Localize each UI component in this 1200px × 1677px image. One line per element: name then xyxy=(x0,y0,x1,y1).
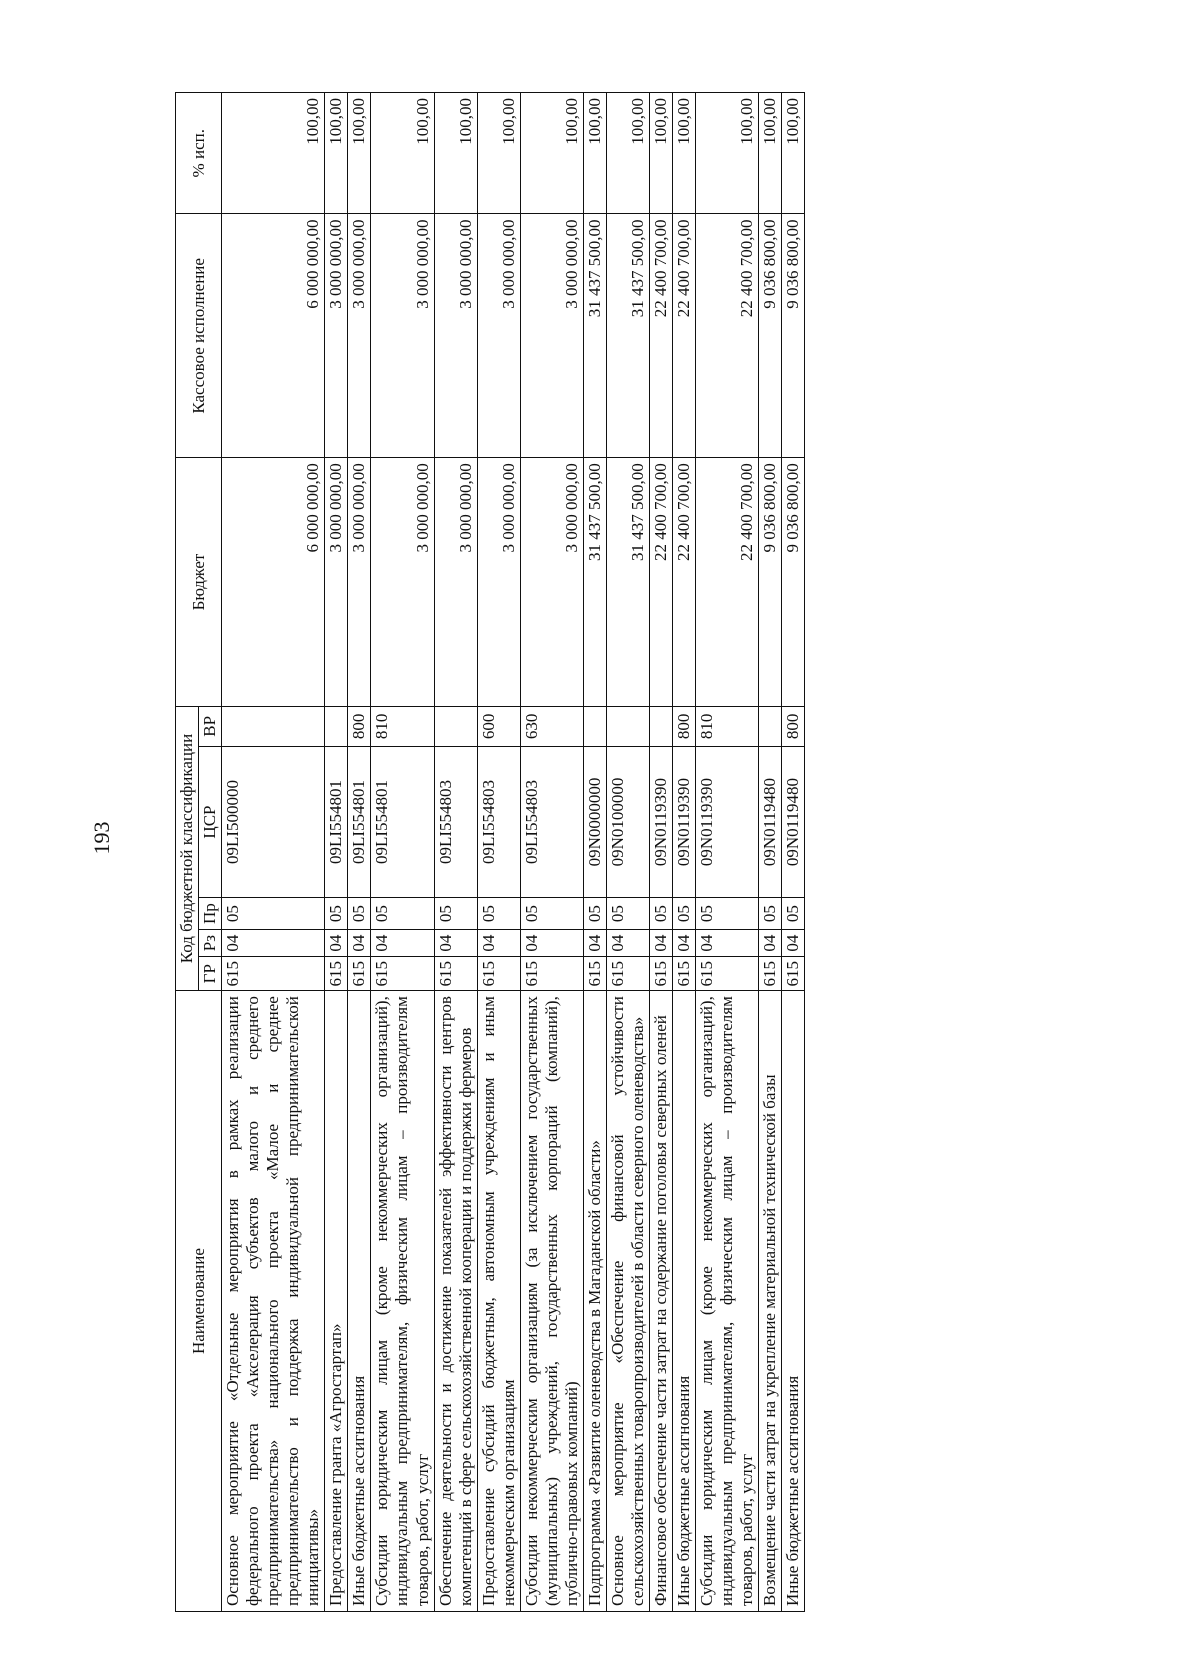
row-budget: 3 000 000,00 xyxy=(434,458,477,707)
row-pct: 100,00 xyxy=(348,93,371,214)
row-csr: 09LI554801 xyxy=(348,746,371,897)
row-pct: 100,00 xyxy=(696,93,759,214)
row-csr: 09LI554803 xyxy=(477,746,520,897)
row-budget: 3 000 000,00 xyxy=(520,458,583,707)
row-cash: 3 000 000,00 xyxy=(434,214,477,458)
row-vr: 630 xyxy=(520,706,583,746)
row-pr: 05 xyxy=(782,898,805,930)
row-gr: 615 xyxy=(583,957,606,991)
row-pct: 100,00 xyxy=(371,93,434,214)
row-rz: 04 xyxy=(696,930,759,957)
row-name: Основное мероприятие «Отдельные мероприятия в рамках реализации федерального проекта «Акселерация субъектов малого и среднего предпринимательства» национального проекта «Малое и среднее предпринимательство и поддержка индивидуальной предпринимательской инициативы» xyxy=(222,991,325,1612)
budget-table xyxy=(175,92,805,1612)
row-cash: 3 000 000,00 xyxy=(371,214,434,458)
row-pr: 05 xyxy=(673,898,696,930)
row-csr: 09LI500000 xyxy=(222,746,325,897)
row-name: Финансовое обеспечение части затрат на содержание поголовья северных оленей xyxy=(650,991,673,1612)
table-body xyxy=(222,93,805,1612)
row-name: Субсидии юридическим лицам (кроме некоммерческих организаций), индивидуальным предпринимателям, физическим лицам – производителям товаров, работ, услуг xyxy=(696,991,759,1612)
table-row xyxy=(782,93,805,1612)
row-rz: 04 xyxy=(222,930,325,957)
row-gr: 615 xyxy=(520,957,583,991)
table-row xyxy=(696,93,759,1612)
row-vr: 800 xyxy=(782,706,805,746)
row-budget: 3 000 000,00 xyxy=(348,458,371,707)
row-rz: 04 xyxy=(348,930,371,957)
row-csr: 09N0119480 xyxy=(759,746,782,897)
row-gr: 615 xyxy=(477,957,520,991)
header-gr: ГР xyxy=(199,957,222,991)
row-pct: 100,00 xyxy=(222,93,325,214)
table-header xyxy=(176,93,222,1612)
row-name: Иные бюджетные ассигнования xyxy=(673,991,696,1612)
row-pr: 05 xyxy=(222,898,325,930)
row-budget: 3 000 000,00 xyxy=(477,458,520,707)
header-cash: Кассовое исполнение xyxy=(176,214,222,458)
row-budget: 22 400 700,00 xyxy=(650,458,673,707)
row-name: Предоставление субсидий бюджетным, автономным учреждениям и иным некоммерческим организациям xyxy=(477,991,520,1612)
table-row xyxy=(434,93,477,1612)
row-pr: 05 xyxy=(520,898,583,930)
row-rz: 04 xyxy=(782,930,805,957)
row-vr xyxy=(583,706,606,746)
header-name: Наименование xyxy=(176,991,222,1612)
row-rz: 04 xyxy=(650,930,673,957)
row-pr: 05 xyxy=(477,898,520,930)
header-vr: ВР xyxy=(199,706,222,746)
row-vr xyxy=(650,706,673,746)
row-gr: 615 xyxy=(650,957,673,991)
row-pr: 05 xyxy=(650,898,673,930)
row-cash: 9 036 800,00 xyxy=(782,214,805,458)
row-cash: 3 000 000,00 xyxy=(477,214,520,458)
row-name: Подпрограмма «Развитие оленеводства в Магаданской области» xyxy=(583,991,606,1612)
row-cash: 22 400 700,00 xyxy=(673,214,696,458)
row-pr: 05 xyxy=(759,898,782,930)
row-pct: 100,00 xyxy=(606,93,649,214)
page-number: 193 xyxy=(89,821,114,855)
row-gr: 615 xyxy=(222,957,325,991)
row-gr: 615 xyxy=(759,957,782,991)
table-row xyxy=(371,93,434,1612)
row-vr: 810 xyxy=(696,706,759,746)
row-csr: 09N0100000 xyxy=(606,746,649,897)
row-budget: 22 400 700,00 xyxy=(696,458,759,707)
table-row xyxy=(673,93,696,1612)
header-code-group: Код бюджетной классификации xyxy=(176,706,199,990)
row-cash: 3 000 000,00 xyxy=(348,214,371,458)
row-gr: 615 xyxy=(673,957,696,991)
row-cash: 31 437 500,00 xyxy=(606,214,649,458)
row-pct: 100,00 xyxy=(782,93,805,214)
header-pct: % исп. xyxy=(176,93,222,214)
row-vr: 800 xyxy=(673,706,696,746)
header-budget: Бюджет xyxy=(176,458,222,707)
row-name: Основное мероприятие «Обеспечение финансовой устойчивости сельскохозяйственных товаропроизводителей в области северного оленеводства» xyxy=(606,991,649,1612)
row-name: Обеспечение деятельности и достижение показателей эффективности центров компетенций в сфере сельскохозяйственной кооперации и поддержки фермеров xyxy=(434,991,477,1612)
row-pr: 05 xyxy=(325,898,348,930)
row-gr: 615 xyxy=(434,957,477,991)
table-row xyxy=(477,93,520,1612)
row-name: Иные бюджетные ассигнования xyxy=(782,991,805,1612)
row-gr: 615 xyxy=(606,957,649,991)
row-rz: 04 xyxy=(759,930,782,957)
table-row xyxy=(759,93,782,1612)
row-gr: 615 xyxy=(348,957,371,991)
row-pct: 100,00 xyxy=(673,93,696,214)
row-cash: 3 000 000,00 xyxy=(520,214,583,458)
row-pr: 05 xyxy=(696,898,759,930)
row-vr xyxy=(325,706,348,746)
row-gr: 615 xyxy=(371,957,434,991)
row-pct: 100,00 xyxy=(583,93,606,214)
row-pr: 05 xyxy=(371,898,434,930)
row-gr: 615 xyxy=(696,957,759,991)
row-budget: 22 400 700,00 xyxy=(673,458,696,707)
table-row xyxy=(650,93,673,1612)
row-csr: 09N0119480 xyxy=(782,746,805,897)
row-budget: 3 000 000,00 xyxy=(371,458,434,707)
row-gr: 615 xyxy=(325,957,348,991)
row-gr: 615 xyxy=(782,957,805,991)
header-rz: Рз xyxy=(199,930,222,957)
row-cash: 9 036 800,00 xyxy=(759,214,782,458)
row-cash: 6 000 000,00 xyxy=(222,214,325,458)
table-row xyxy=(325,93,348,1612)
row-pr: 05 xyxy=(434,898,477,930)
row-name: Предоставление гранта «Агростартап» xyxy=(325,991,348,1612)
row-budget: 6 000 000,00 xyxy=(222,458,325,707)
row-pr: 05 xyxy=(348,898,371,930)
row-vr: 800 xyxy=(348,706,371,746)
row-csr: 09N0119390 xyxy=(673,746,696,897)
row-budget: 31 437 500,00 xyxy=(583,458,606,707)
row-vr xyxy=(606,706,649,746)
row-name: Субсидии юридическим лицам (кроме некоммерческих организаций), индивидуальным предпринимателям, физическим лицам – производителям товаров, работ, услуг xyxy=(371,991,434,1612)
table-row xyxy=(520,93,583,1612)
row-name: Субсидии некоммерческим организациям (за исключением государственных (муниципальных) учреждений, государственных корпораций (компаний), публично-правовых компаний) xyxy=(520,991,583,1612)
rotated-table-frame xyxy=(175,92,1175,1612)
row-pct: 100,00 xyxy=(520,93,583,214)
row-csr: 09LI554803 xyxy=(434,746,477,897)
header-pr: Пр xyxy=(199,898,222,930)
row-pr: 05 xyxy=(583,898,606,930)
row-csr: 09N0000000 xyxy=(583,746,606,897)
row-budget: 9 036 800,00 xyxy=(782,458,805,707)
row-rz: 04 xyxy=(583,930,606,957)
row-csr: 09LI554801 xyxy=(371,746,434,897)
row-cash: 22 400 700,00 xyxy=(650,214,673,458)
row-cash: 3 000 000,00 xyxy=(325,214,348,458)
row-rz: 04 xyxy=(673,930,696,957)
row-pr: 05 xyxy=(606,898,649,930)
row-rz: 04 xyxy=(371,930,434,957)
row-rz: 04 xyxy=(520,930,583,957)
header-csr: ЦСР xyxy=(199,746,222,897)
row-csr: 09LI554803 xyxy=(520,746,583,897)
table-row xyxy=(222,93,325,1612)
row-rz: 04 xyxy=(325,930,348,957)
row-vr: 810 xyxy=(371,706,434,746)
table-row xyxy=(583,93,606,1612)
table-row xyxy=(348,93,371,1612)
row-vr: 600 xyxy=(477,706,520,746)
row-name: Возмещение части затрат на укрепление материальной технической базы xyxy=(759,991,782,1612)
table-row xyxy=(606,93,649,1612)
row-csr: 09LI554801 xyxy=(325,746,348,897)
row-budget: 3 000 000,00 xyxy=(325,458,348,707)
row-pct: 100,00 xyxy=(434,93,477,214)
row-pct: 100,00 xyxy=(325,93,348,214)
row-cash: 31 437 500,00 xyxy=(583,214,606,458)
row-pct: 100,00 xyxy=(759,93,782,214)
row-budget: 31 437 500,00 xyxy=(606,458,649,707)
row-cash: 22 400 700,00 xyxy=(696,214,759,458)
row-name: Иные бюджетные ассигнования xyxy=(348,991,371,1612)
row-rz: 04 xyxy=(434,930,477,957)
row-rz: 04 xyxy=(477,930,520,957)
row-vr xyxy=(434,706,477,746)
row-csr: 09N0119390 xyxy=(696,746,759,897)
row-budget: 9 036 800,00 xyxy=(759,458,782,707)
row-pct: 100,00 xyxy=(477,93,520,214)
row-csr: 09N0119390 xyxy=(650,746,673,897)
row-vr xyxy=(759,706,782,746)
row-rz: 04 xyxy=(606,930,649,957)
row-vr xyxy=(222,706,325,746)
row-pct: 100,00 xyxy=(650,93,673,214)
table-container xyxy=(175,92,1175,1612)
